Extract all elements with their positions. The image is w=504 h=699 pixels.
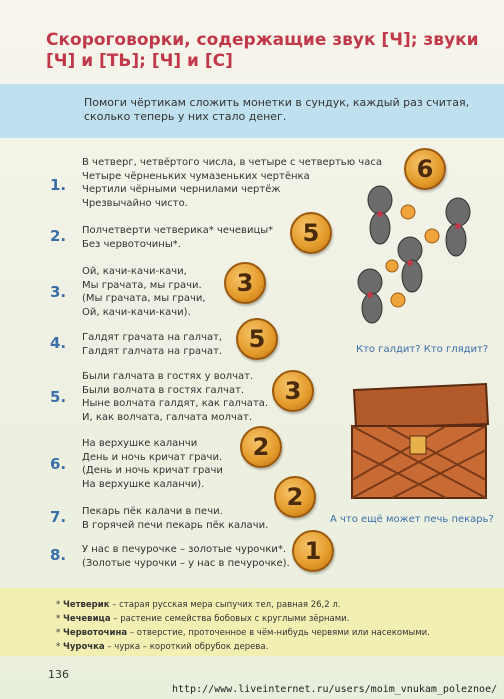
coin-5b[interactable]: 5 xyxy=(236,318,278,360)
item-number-6: 6. xyxy=(50,455,67,473)
instruction-text: Помоги чёртикам сложить монетки в сундук, каждый раз считая, сколько теперь у них стало денег. xyxy=(84,96,470,123)
item-text-7: Пекарь пёк калачи в печи. В горячей печи пекарь пёк калачи. xyxy=(82,506,269,531)
item-number-8: 8. xyxy=(50,546,67,564)
imps-caption: Кто галдит? Кто глядит? xyxy=(356,344,489,355)
item-number-5: 5. xyxy=(50,388,67,406)
chest-caption: А что ещё может печь пекарь? xyxy=(330,514,494,525)
footnote-4: * Чурочка – чурка – короткий обрубок дерева. xyxy=(56,642,269,652)
item-number-3: 3. xyxy=(50,283,67,301)
item-number-1: 1. xyxy=(50,176,67,194)
item-text-1: В четверг, четвёртого числа, в четыре с четвертью часа Четыре чёрненьких чумазеньких чертёнка Чертили чёрными чернилами чертёж Чрезвычайно чисто. xyxy=(82,157,382,209)
coin-3b[interactable]: 3 xyxy=(272,370,314,412)
page-number: 136 xyxy=(48,668,69,681)
item-text-5: Были галчата в гостях у волчат. Были волчата в гостях галчат. Ныне волчата галдят, как галчата. И, как волчата, галчата молчат. xyxy=(82,371,269,423)
footnote-1: * Четверик – старая русская мера сыпучих тел, равная 26,2 л. xyxy=(56,600,341,610)
page-title: Скороговорки, содержащие звук [Ч]; звуки [Ч] и [ТЬ]; [Ч] и [С] xyxy=(46,30,479,71)
footnote-3: * Червоточина – отверстие, проточенное в чём-нибудь червями или насекомыми. xyxy=(56,628,430,638)
imps-illustration xyxy=(340,170,490,340)
item-number-4: 4. xyxy=(50,334,67,352)
coin-2a[interactable]: 2 xyxy=(240,426,282,468)
coin-2b[interactable]: 2 xyxy=(274,476,316,518)
item-number-7: 7. xyxy=(50,508,67,526)
coin-6[interactable]: 6 xyxy=(404,148,446,190)
source-url[interactable]: http://www.liveinternet.ru/users/moim_vnukam_poleznoe/ xyxy=(172,684,498,695)
footnote-2: * Чечевица – растение семейства бобовых с круглыми зёрнами. xyxy=(56,614,350,624)
coin-3a[interactable]: 3 xyxy=(224,262,266,304)
item-text-3: Ой, качи-качи-качи, Мы грачата, мы грачи. (Мы грачата, мы грачи, Ой, качи-качи-качи). xyxy=(82,266,206,318)
item-text-6: На верхушке каланчи День и ночь кричат грачи. (День и ночь кричат грачи На верхушке каланчи). xyxy=(82,438,223,490)
chest-illustration xyxy=(346,380,496,510)
item-text-2: Полчетверти четверика* чечевицы* Без червоточины*. xyxy=(82,225,274,250)
item-number-2: 2. xyxy=(50,227,67,245)
coin-5a[interactable]: 5 xyxy=(290,212,332,254)
item-text-4: Галдят грачата на галчат, Галдят галчата на грачат. xyxy=(82,332,223,357)
coin-1[interactable]: 1 xyxy=(292,530,334,572)
item-text-8: У нас в печурочке – золотые чурочки*. (Золотые чурочки – у нас в печурочке). xyxy=(82,544,290,569)
